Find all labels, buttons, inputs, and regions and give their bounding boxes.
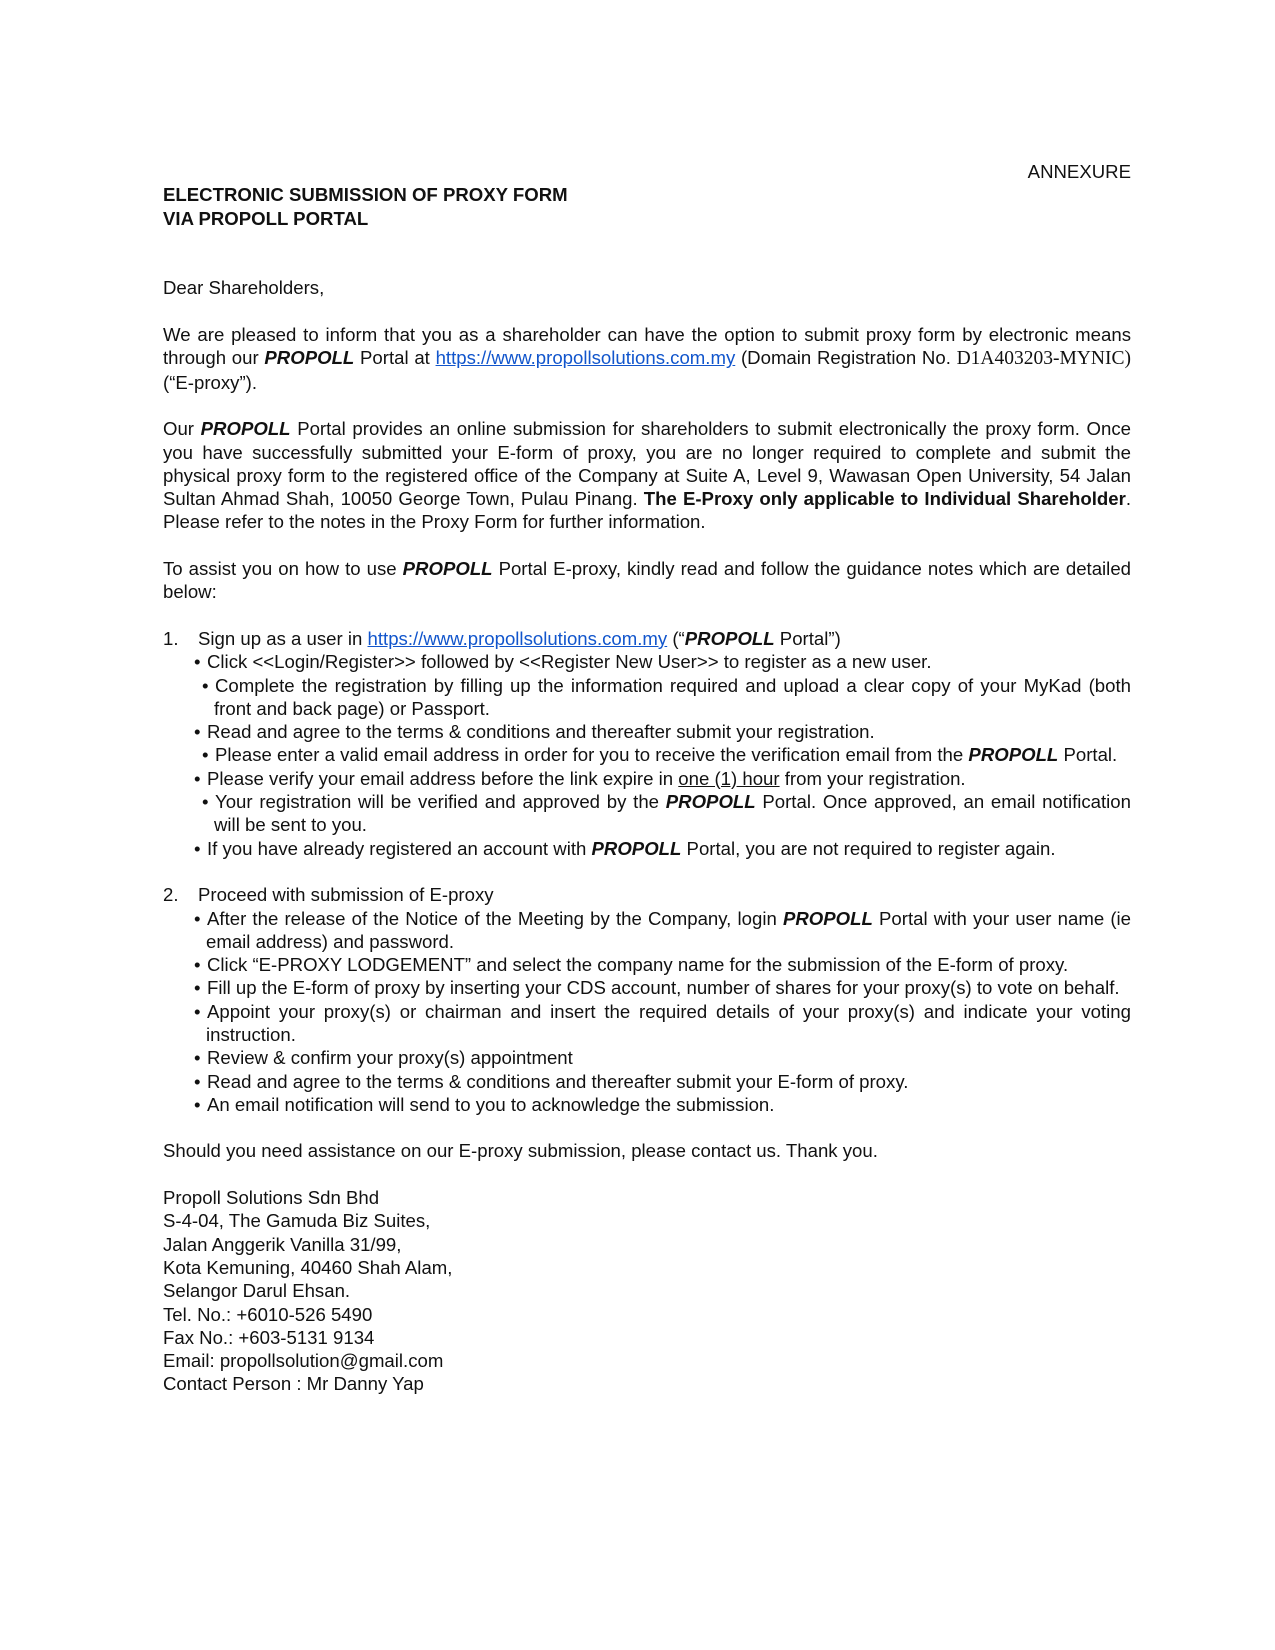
step-2-bullets	[194, 907, 1131, 1117]
bullet-icon: •	[194, 954, 201, 976]
paragraph-text: To assist you on how to use	[163, 558, 403, 580]
step-2	[163, 883, 1131, 1116]
list-item	[194, 837, 1131, 860]
bullet-icon: •	[194, 1047, 201, 1069]
list-item	[198, 790, 1131, 837]
telephone-number: Tel. No.: +6010-526 5490	[163, 1303, 373, 1325]
domain-registration-number: D1A403203-MYNIC)	[956, 348, 1131, 370]
bullet-icon: •	[194, 907, 201, 929]
individual-shareholder-notice: The E-Proxy only applicable to Individual Shareholder	[643, 488, 1126, 510]
list-item	[194, 1046, 1131, 1069]
brand-name: PROPOLL	[665, 791, 756, 813]
intro-paragraph	[163, 323, 1131, 394]
portal-link[interactable]: https://www.propollsolutions.com.my	[435, 347, 736, 369]
bullet-icon: •	[194, 651, 201, 673]
list-item-text: from your registration.	[779, 767, 966, 789]
list-item-text: Fill up the E-form of proxy by inserting your CDS account, number of shares for your proxy(s) to vote on behalf.	[207, 977, 1120, 999]
list-item	[194, 1093, 1131, 1116]
step-1-bullets	[194, 650, 1131, 860]
contact-person: Contact Person : Mr Danny Yap	[163, 1373, 424, 1395]
bullet-icon: •	[202, 744, 209, 766]
bullet-icon: •	[194, 1093, 201, 1115]
list-item	[198, 674, 1131, 721]
paragraph-text: Portal E-proxy, kindly read and follow the guidance notes which are detailed below:	[163, 558, 1131, 603]
document-title-line2: VIA PROPOLL PORTAL	[163, 207, 369, 229]
intro-text: Portal at	[354, 347, 436, 369]
list-item	[194, 767, 1131, 790]
step-number: 2.	[163, 884, 179, 906]
bullet-icon: •	[202, 674, 209, 696]
list-item	[194, 720, 1131, 743]
bullet-icon: •	[194, 767, 201, 789]
address-line: Jalan Anggerik Vanilla 31/99,	[163, 1233, 402, 1255]
brand-name: PROPOLL	[402, 558, 493, 580]
annexure-label: ANNEXURE	[1027, 161, 1131, 182]
list-item-text: Complete the registration by filling up the information required and upload a clear copy of your MyKad (both front and back page) or Passport.	[214, 674, 1131, 719]
list-item-text: After the release of the Notice of the Meeting by the Company, login	[207, 907, 783, 929]
list-item-text: Read and agree to the terms & conditions and thereafter submit your E-form of proxy.	[207, 1070, 909, 1092]
list-item-text: Click “E-PROXY LODGEMENT” and select the company name for the submission of the E-form of proxy.	[207, 954, 1069, 976]
address-line: Selangor Darul Ehsan.	[163, 1280, 351, 1302]
step-heading-text: (“	[667, 627, 685, 649]
intro-text: We are pleased to inform that you as a shareholder can have the option to submit proxy form by electronic means through our	[163, 324, 1131, 369]
bullet-icon: •	[194, 1000, 201, 1022]
address-line: Kota Kemuning, 40460 Shah Alam,	[163, 1256, 453, 1278]
portal-paragraph	[163, 417, 1131, 533]
bullet-icon: •	[194, 1070, 201, 1092]
list-item-text: Read and agree to the terms & conditions and thereafter submit your registration.	[207, 721, 875, 743]
portal-link[interactable]: https://www.propollsolutions.com.my	[367, 627, 668, 649]
list-item-text: Appoint your proxy(s) or chairman and insert the required details of your proxy(s) and indicate your voting instruction.	[206, 1000, 1131, 1045]
fax-number: Fax No.: +603-5131 9134	[163, 1326, 375, 1348]
step-heading-text: Sign up as a user in	[198, 627, 368, 649]
brand-name: PROPOLL	[591, 837, 682, 859]
intro-text: (“E-proxy”).	[163, 371, 257, 393]
step-heading	[198, 627, 841, 650]
brand-name: PROPOLL	[264, 347, 355, 369]
intro-text: (Domain Registration No.	[735, 347, 957, 369]
company-name: Propoll Solutions Sdn Bhd	[163, 1187, 380, 1209]
bullet-icon: •	[202, 791, 209, 813]
brand-name: PROPOLL	[782, 907, 873, 929]
brand-name: PROPOLL	[684, 627, 775, 649]
email-address: Email: propollsolution@gmail.com	[163, 1350, 444, 1372]
step-heading: Proceed with submission of E-proxy	[198, 884, 494, 906]
list-item-text: Portal, you are not required to register again.	[681, 837, 1056, 859]
list-item-text: Your registration will be verified and approved by the	[215, 791, 666, 813]
list-item-text: Portal with your user name (ie email address) and password.	[206, 907, 1131, 952]
list-item-text: Please verify your email address before the link expire in	[207, 767, 679, 789]
bullet-icon: •	[194, 837, 201, 859]
salutation: Dear Shareholders,	[163, 277, 325, 299]
document-title-line1: ELECTRONIC SUBMISSION OF PROXY FORM	[163, 184, 568, 206]
list-item	[194, 907, 1131, 954]
list-item	[194, 650, 1131, 673]
brand-name: PROPOLL	[200, 418, 291, 440]
assist-paragraph	[163, 557, 1131, 604]
document-page	[163, 160, 1131, 1396]
list-item-text: Click <<Login/Register>> followed by <<Register New User>> to register as a new user.	[207, 651, 932, 673]
paragraph-text: . Please refer to the notes in the Proxy Form for further information.	[163, 488, 1131, 533]
list-item	[194, 1000, 1131, 1047]
bullet-icon: •	[194, 977, 201, 999]
one-hour-underlined: one (1) hour	[678, 767, 780, 789]
list-item	[194, 953, 1131, 976]
step-number: 1.	[163, 627, 179, 649]
list-item-text: Review & confirm your proxy(s) appointment	[207, 1047, 573, 1069]
brand-name: PROPOLL	[968, 744, 1059, 766]
closing-paragraph: Should you need assistance on our E-proxy submission, please contact us. Thank you.	[163, 1140, 878, 1162]
list-item	[194, 1070, 1131, 1093]
list-item-text: If you have already registered an account with	[207, 837, 592, 859]
contact-block	[163, 1186, 1131, 1396]
paragraph-text: Our	[163, 418, 201, 440]
list-item-text: Please enter a valid email address in order for you to receive the verification email from the	[215, 744, 969, 766]
list-item-text: Portal.	[1058, 744, 1118, 766]
address-line: S-4-04, The Gamuda Biz Suites,	[163, 1210, 431, 1232]
list-item-text: Portal. Once approved, an email notification will be sent to you.	[214, 791, 1131, 836]
list-item	[194, 976, 1131, 999]
step-1	[163, 627, 1131, 860]
bullet-icon: •	[194, 721, 201, 743]
paragraph-text: Portal provides an online submission for shareholders to submit electronically the proxy form. Once you have successfully submitted your E-form of proxy, you are no longer required to complete and submit the physical proxy form to the registered office of the Company at Suite A, Level 9, Wawasan Open University, 54 Jalan Sultan Ahmad Shah, 10050 George Town, Pulau Pinang.	[163, 418, 1131, 510]
step-heading-text: Portal”)	[774, 627, 841, 649]
list-item-text: An email notification will send to you to acknowledge the submission.	[207, 1093, 775, 1115]
list-item	[198, 743, 1131, 766]
